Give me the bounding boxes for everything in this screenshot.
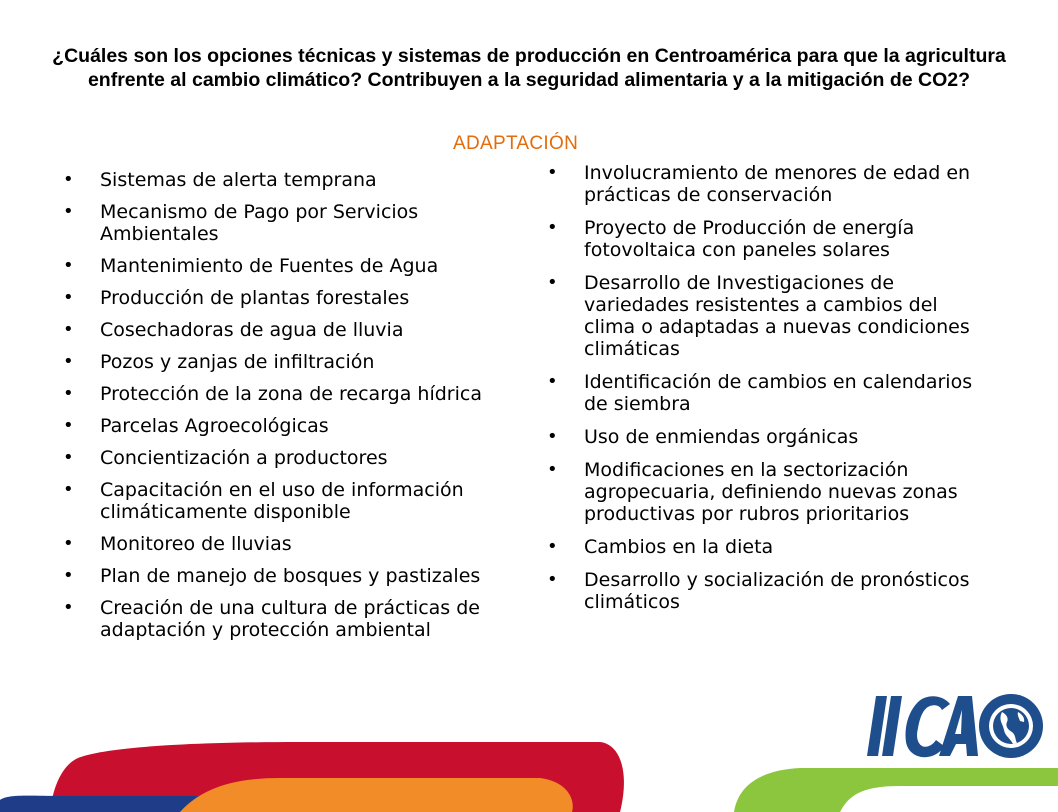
list-item: • Monitoreo de lluvias	[62, 533, 532, 555]
list-item: • Capacitación en el uso de información climáticamente disponible	[62, 479, 532, 523]
swoosh-orange-band	[180, 778, 573, 812]
list-item: • Uso de enmiendas orgánicas	[546, 426, 986, 448]
list-item: • Creación de una cultura de prácticas de adaptación y protección ambiental	[62, 597, 532, 641]
right-bullet-list	[546, 162, 986, 624]
list-item: • Parcelas Agroecológicas	[62, 415, 532, 437]
swoosh-white-cut	[840, 786, 1058, 812]
list-item: • Plan de manejo de bosques y pastizales	[62, 565, 532, 587]
list-item: • Involucramiento de menores de edad en prácticas de conservación	[546, 162, 986, 206]
footer-swoosh	[0, 742, 1058, 812]
list-item: • Proyecto de Producción de energía fotovoltaica con paneles solares	[546, 217, 986, 261]
list-item: • Protección de la zona de recarga hídrica	[62, 383, 532, 405]
list-item: • Concientización a productores	[62, 447, 532, 469]
left-bullet-list	[62, 169, 532, 651]
list-item: • Producción de plantas forestales	[62, 287, 532, 309]
list-item: • Pozos y zanjas de infiltración	[62, 351, 532, 373]
slide-subtitle: ADAPTACIÓN	[453, 133, 579, 154]
list-item: • Desarrollo de Investigaciones de variedades resistentes a cambios del clima o adaptadas a nuevas condiciones climáticas	[546, 272, 986, 360]
list-item: • Identificación de cambios en calendarios de siembra	[546, 371, 986, 415]
list-item: • Mantenimiento de Fuentes de Agua	[62, 255, 532, 277]
list-item: • Modificaciones en la sectorización agropecuaria, definiendo nuevas zonas productivas por rubros prioritarios	[546, 459, 986, 525]
list-item: • Desarrollo y socialización de pronósticos climáticos	[546, 569, 986, 613]
slide-title: ¿Cuáles son los opciones técnicas y sistemas de producción en Centroamérica para que la agricultura enfrente al cambio climático? Contribuyen a la seguridad alimentaria y a la mitigación de CO2?	[52, 45, 1006, 91]
list-item: • Mecanismo de Pago por Servicios Ambientales	[62, 201, 532, 245]
list-item: • Cosechadoras de agua de lluvia	[62, 319, 532, 341]
list-item: • Sistemas de alerta temprana	[62, 169, 532, 191]
list-item: • Cambios en la dieta	[546, 536, 986, 558]
